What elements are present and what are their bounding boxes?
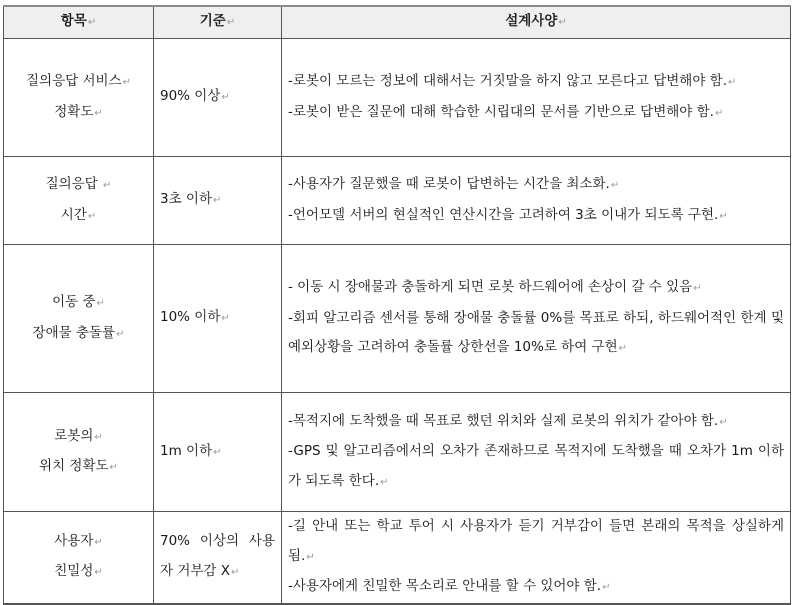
item-cell — [4, 157, 154, 245]
design-paragraph: -로봇이 모르는 정보에 대해서는 거짓말을 하지 않고 모른다고 답변해야 함.↵ — [288, 73, 737, 89]
criterion-value: 10% 이하 — [160, 309, 221, 326]
item-line: 장애물 충돌률 — [32, 324, 116, 341]
design-cell — [282, 157, 791, 245]
design-paragraph: -사용자가 질문했을 때 로봇이 답변하는 시간을 최소화.↵ — [288, 176, 620, 192]
item-cell — [4, 39, 154, 157]
paragraph-mark-icon: ↵ — [719, 210, 728, 222]
item-line: 로봇의 — [54, 427, 94, 444]
paragraph-mark-icon: ↵ — [693, 283, 702, 295]
item-line: 질의응답 서비스 — [26, 73, 122, 89]
design-paragraph: -목적지에 도착했을 때 목표로 했던 위치와 실제 로봇의 위치가 같아야 함.↵ — [288, 412, 728, 429]
criterion-value: 70% 이상의 사용자 거부감 X — [160, 533, 275, 579]
criterion-value: 90% 이상 — [160, 88, 221, 105]
paragraph-mark-icon: ↵ — [231, 566, 240, 578]
header-design — [282, 6, 791, 39]
table-row — [4, 512, 791, 604]
paragraph-mark-icon: ↵ — [94, 567, 103, 579]
header-design-label: 설계사양 — [505, 13, 558, 30]
criterion-cell — [154, 393, 282, 512]
design-spec-table — [3, 5, 791, 605]
criterion-cell — [154, 157, 282, 245]
header-criterion — [154, 6, 282, 39]
paragraph-mark-icon: ↵ — [221, 313, 230, 325]
paragraph-mark-icon: ↵ — [87, 17, 97, 29]
item-line: 친밀성 — [54, 563, 94, 580]
paragraph-mark-icon: ↵ — [610, 180, 620, 191]
header-row — [4, 6, 791, 39]
item-line: 위치 정확도 — [39, 458, 109, 474]
item-line: 이동 중 — [52, 294, 96, 310]
paragraph-mark-icon: ↵ — [94, 107, 103, 119]
table-row — [4, 245, 791, 393]
paragraph-mark-icon: ↵ — [306, 551, 315, 563]
paragraph-mark-icon: ↵ — [618, 343, 628, 355]
item-line: 사용자 — [54, 532, 94, 549]
design-paragraph: -길 안내 또는 학교 투어 시 사용자가 듣기 거부감이 들면 본래의 목적을 상실하게 됨.↵ — [288, 518, 784, 564]
paragraph-mark-icon: ↵ — [109, 462, 118, 473]
paragraph-mark-icon: ↵ — [226, 17, 236, 29]
paragraph-mark-icon: ↵ — [728, 77, 737, 88]
design-paragraph: -언어모델 서버의 현실적인 연산시간을 고려하여 3초 이내가 되도록 구현.↵ — [288, 206, 728, 223]
item-cell — [4, 393, 154, 512]
paragraph-mark-icon: ↵ — [719, 416, 728, 428]
design-cell — [282, 39, 791, 157]
paragraph-mark-icon: ↵ — [213, 446, 222, 458]
criterion-cell — [154, 512, 282, 604]
paragraph-mark-icon: ↵ — [94, 536, 103, 548]
paragraph-mark-icon: ↵ — [380, 476, 389, 488]
paragraph-mark-icon: ↵ — [122, 77, 131, 88]
paragraph-mark-icon: ↵ — [714, 107, 724, 119]
criterion-value: 1m 이하 — [160, 442, 213, 459]
paragraph-mark-icon: ↵ — [116, 328, 125, 340]
header-item-label: 항목 — [60, 13, 87, 30]
table-row — [4, 157, 791, 245]
paragraph-mark-icon: ↵ — [87, 210, 97, 222]
paragraph-mark-icon: ↵ — [221, 92, 230, 104]
design-cell — [282, 245, 791, 393]
criterion-value: 3초 이하 — [160, 191, 213, 208]
item-line: 질의응답 — [45, 176, 103, 192]
design-cell — [282, 512, 791, 604]
design-paragraph: -로봇이 받은 질문에 대해 학습한 시립대의 문서를 기반으로 답변해야 함.↵ — [288, 103, 724, 120]
table-row — [4, 393, 791, 512]
paragraph-mark-icon: ↵ — [94, 431, 103, 443]
design-paragraph: -사용자에게 친밀한 목소리로 안내를 할 수 있어야 함.↵ — [288, 578, 611, 594]
item-line: 정확도 — [54, 103, 94, 120]
paragraph-mark-icon: ↵ — [602, 582, 611, 593]
paragraph-mark-icon: ↵ — [558, 17, 567, 29]
design-paragraph: -GPS 및 알고리즘에서의 오차가 존재하므로 목적지에 도착했을 때 오차가 1m 이하가 되도록 한다.↵ — [288, 443, 784, 489]
paragraph-mark-icon: ↵ — [96, 298, 105, 309]
paragraph-mark-icon: ↵ — [103, 180, 112, 191]
header-criterion-label: 기준 — [199, 13, 226, 30]
item-line: 시간 — [60, 206, 87, 223]
design-cell — [282, 393, 791, 512]
criterion-cell — [154, 39, 282, 157]
criterion-cell — [154, 245, 282, 393]
table-row — [4, 39, 791, 157]
item-cell — [4, 512, 154, 604]
header-item — [4, 6, 154, 39]
design-paragraph: - 이동 시 장애물과 충돌하게 되면 로봇 하드웨어에 손상이 갈 수 있음↵ — [288, 279, 702, 296]
design-paragraph: -회피 알고리즘 센서를 통해 장애물 충돌률 0%를 목표로 하되, 하드웨어적인 한계 및 예외상황을 고려하여 충돌률 상한선을 10%로 하여 구현↵ — [288, 309, 784, 356]
item-cell — [4, 245, 154, 393]
paragraph-mark-icon: ↵ — [213, 195, 222, 207]
